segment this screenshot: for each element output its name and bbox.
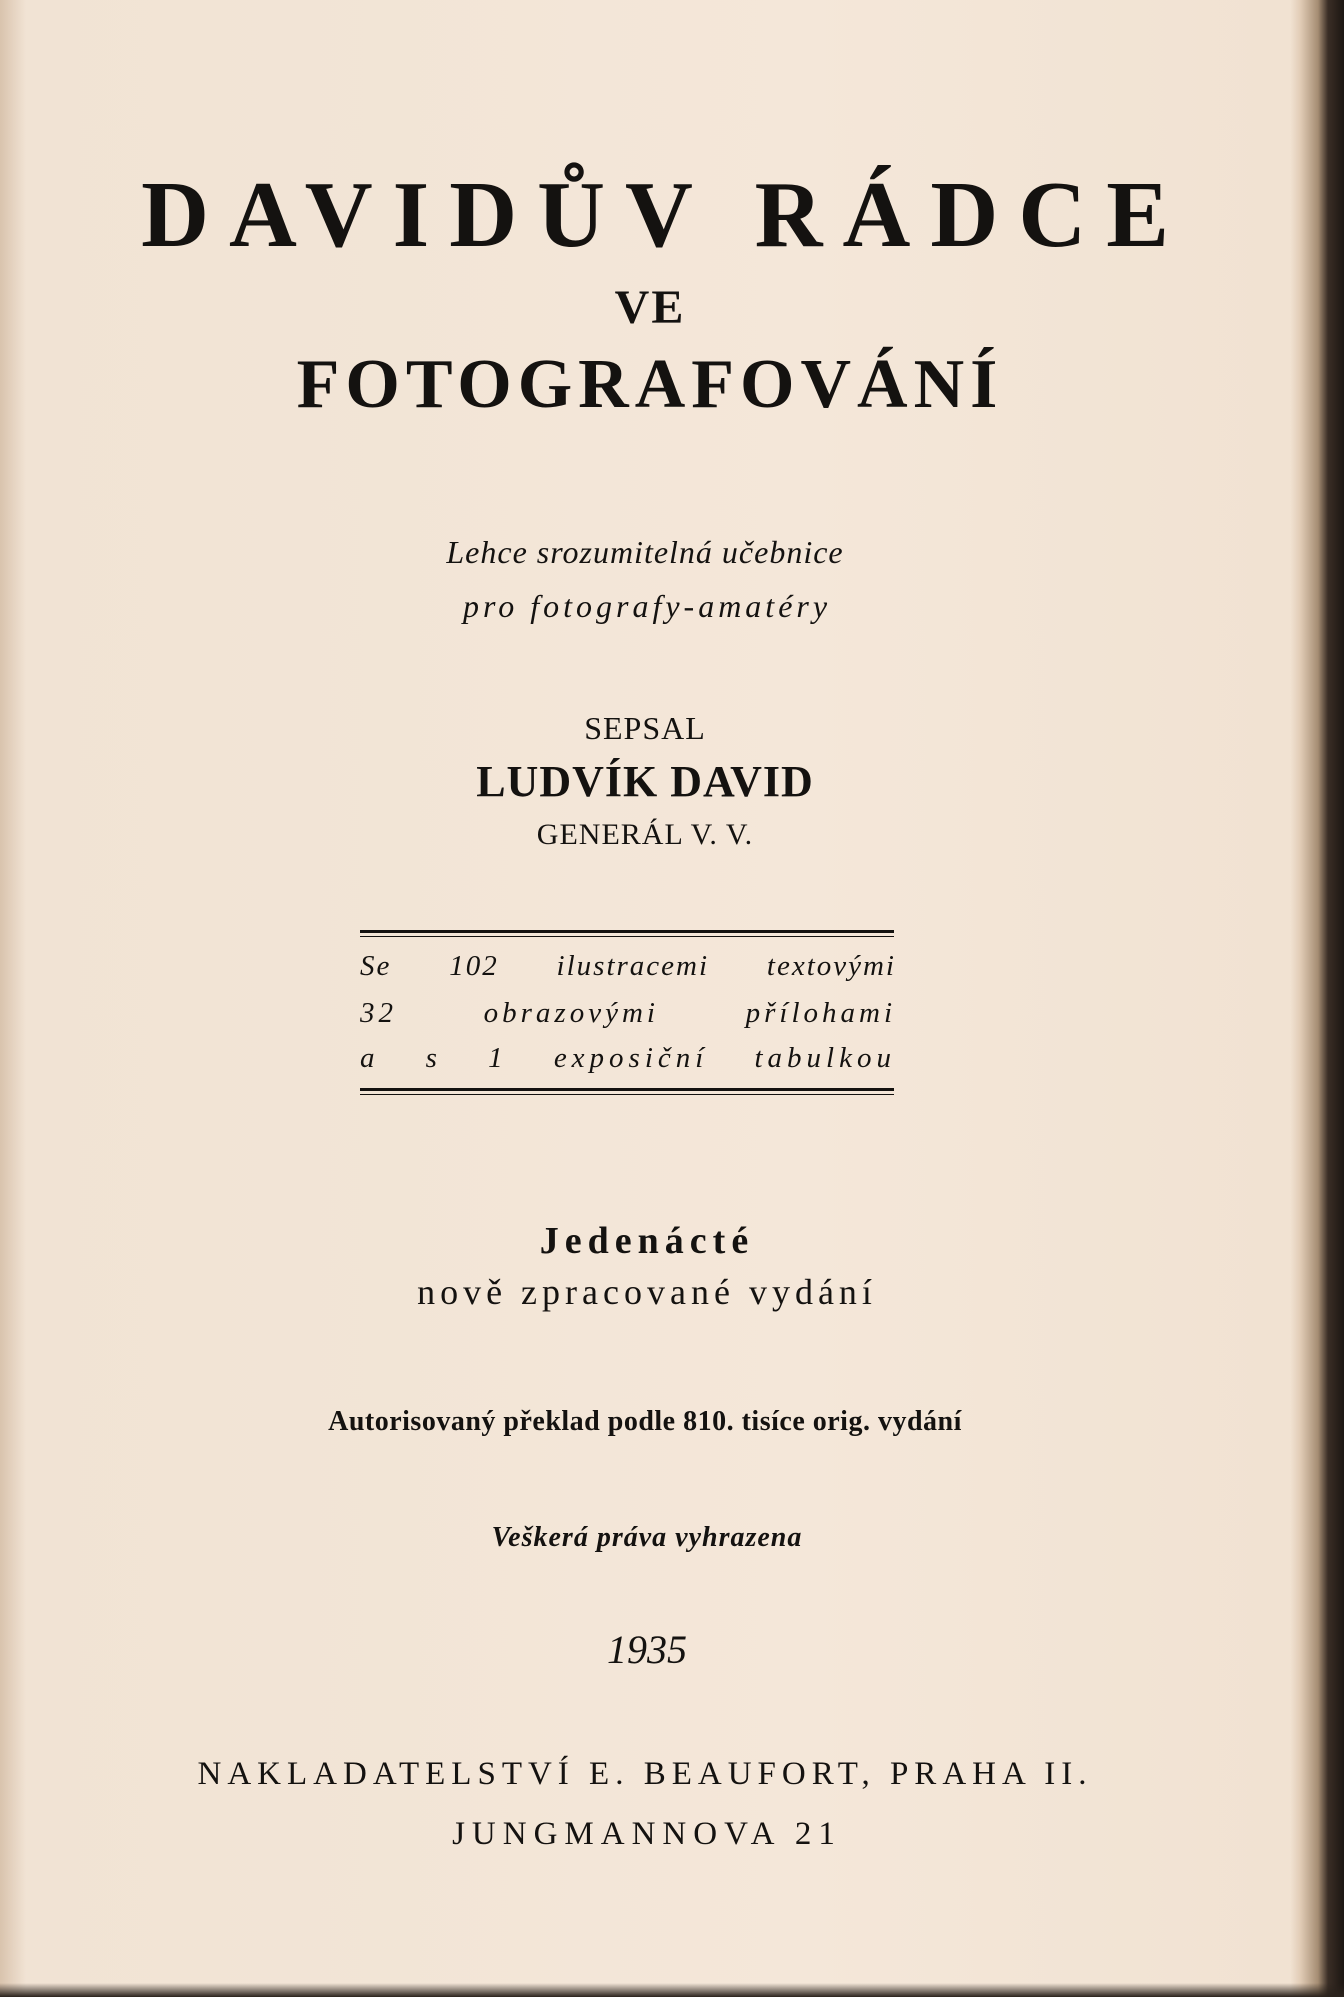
illustrations-line-3: a s 1 exposiční tabulkou — [360, 1042, 896, 1074]
bottom-double-rule — [360, 1088, 894, 1095]
rights-notice: Veškerá práva vyhrazena — [491, 1522, 803, 1553]
author-prefix: SEPSAL — [584, 710, 706, 746]
subtitle-line-1: Lehce srozumitelná učebnice — [446, 534, 844, 570]
publication-year: 1935 — [607, 1627, 687, 1672]
illustrations-line-2: 32 obrazovými přílohami — [360, 997, 896, 1029]
book-title-subject: FOTOGRAFOVÁNÍ — [296, 346, 1004, 423]
publisher-name: NAKLADATELSTVÍ E. BEAUFORT, PRAHA II. — [197, 1756, 1093, 1792]
edition-description: nově zpracované vydání — [417, 1272, 877, 1312]
top-double-rule — [360, 930, 894, 937]
publisher-address: JUNGMANNOVA 21 — [452, 1816, 842, 1852]
author-name: LUDVÍK DAVID — [476, 757, 814, 806]
book-title: DAVIDŮV RÁDCE — [141, 163, 1189, 267]
edition-number: Jedenácté — [539, 1220, 755, 1262]
subtitle-line-2: pro fotografy-amatéry — [462, 588, 832, 624]
author-rank: GENERÁL V. V. — [536, 818, 754, 851]
book-title-connector: VE — [614, 281, 686, 334]
illustrations-line-1: Se 102 ilustracemi textovými — [360, 950, 896, 982]
translation-note: Autorisovaný překlad podle 810. tisíce orig. vydání — [328, 1406, 962, 1437]
